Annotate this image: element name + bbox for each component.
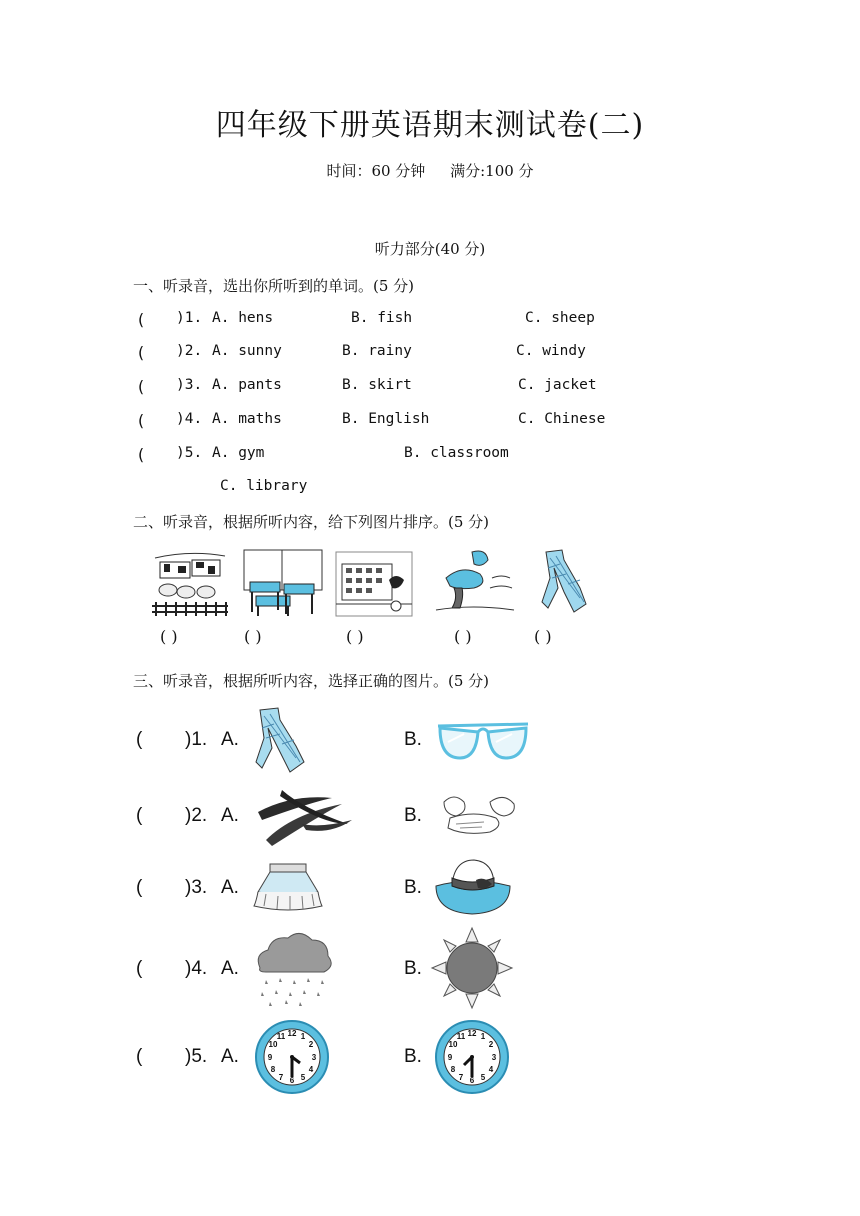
option-c: C. library xyxy=(220,478,308,494)
scarf-picture xyxy=(540,548,588,614)
option-b: B. skirt xyxy=(342,377,412,393)
answer-paren-open: ( xyxy=(136,445,146,464)
scarf-icon[interactable] xyxy=(252,706,306,774)
school-building-picture xyxy=(334,550,414,618)
option-c: C. windy xyxy=(516,343,586,359)
option-a: A. sunny xyxy=(212,343,282,359)
answer-paren-open: ( xyxy=(136,729,143,750)
question-number: )2. xyxy=(176,343,203,359)
option-c: C. jacket xyxy=(518,377,597,393)
answer-paren-open: ( xyxy=(136,377,146,396)
svg-text:12: 12 xyxy=(287,1029,297,1038)
answer-paren-open: ( xyxy=(136,877,143,898)
answer-paren-open: ( xyxy=(136,411,146,430)
svg-text:10: 10 xyxy=(268,1040,278,1049)
svg-text:7: 7 xyxy=(278,1073,284,1082)
svg-text:4: 4 xyxy=(308,1065,314,1074)
option-b: B. English xyxy=(342,411,430,427)
answer-paren-open: ( xyxy=(136,310,146,329)
svg-text:12: 12 xyxy=(467,1029,477,1038)
glasses-icon[interactable] xyxy=(434,718,532,762)
svg-text:1: 1 xyxy=(480,1032,486,1041)
option-b-label: B. xyxy=(404,958,422,979)
option-c: C. Chinese xyxy=(518,411,606,427)
question-number: )4. xyxy=(185,958,208,979)
svg-text:2: 2 xyxy=(308,1040,314,1049)
option-b-label: B. xyxy=(404,1046,422,1067)
svg-text:2: 2 xyxy=(488,1040,494,1049)
question-number: )5. xyxy=(176,445,203,461)
option-b-label: B. xyxy=(404,877,422,898)
order-blank-4[interactable]: ( ) xyxy=(454,627,472,646)
option-a: A. pants xyxy=(212,377,282,393)
option-b: B. fish xyxy=(351,310,413,326)
clock-icon[interactable] xyxy=(254,1019,330,1095)
svg-text:4: 4 xyxy=(488,1065,494,1074)
farm-animals-picture xyxy=(150,548,230,618)
clock-icon[interactable] xyxy=(434,1019,510,1095)
option-a-label: A. xyxy=(221,805,239,826)
order-blank-3[interactable]: ( ) xyxy=(346,627,364,646)
svg-text:3: 3 xyxy=(491,1053,497,1062)
section1-heading: 一、听录音，选出你所听到的单词。(5 分) xyxy=(133,277,415,295)
svg-text:1: 1 xyxy=(300,1032,306,1041)
svg-text:8: 8 xyxy=(450,1065,456,1074)
exam-time: 时间：60 分钟 xyxy=(326,162,426,180)
question-number: )5. xyxy=(185,1046,208,1067)
svg-text:7: 7 xyxy=(458,1073,464,1082)
option-a-label: A. xyxy=(221,729,239,750)
question-number: )1. xyxy=(185,729,208,750)
option-b-label: B. xyxy=(404,805,422,826)
order-blank-5[interactable]: ( ) xyxy=(534,627,552,646)
svg-text:5: 5 xyxy=(300,1073,306,1082)
classroom-desks-picture xyxy=(242,548,324,618)
section2-heading: 二、听录音，根据所听内容，给下列图片排序。(5 分) xyxy=(133,513,490,531)
option-b: B. rainy xyxy=(342,343,412,359)
carrot-icon[interactable] xyxy=(434,792,522,838)
question-number: )4. xyxy=(176,411,203,427)
answer-paren-open: ( xyxy=(136,343,146,362)
svg-text:11: 11 xyxy=(276,1032,286,1041)
order-blank-2[interactable]: ( ) xyxy=(244,627,262,646)
answer-paren-open: ( xyxy=(136,1046,143,1067)
page-title: 四年级下册英语期末测试卷(二) xyxy=(215,108,645,143)
svg-text:8: 8 xyxy=(270,1065,276,1074)
svg-text:3: 3 xyxy=(311,1053,317,1062)
svg-text:11: 11 xyxy=(456,1032,466,1041)
sun-icon[interactable] xyxy=(432,928,512,1008)
option-a: A. gym xyxy=(212,445,265,461)
windy-tree-picture xyxy=(432,548,516,612)
exam-score: 满分:100 分 xyxy=(450,162,534,180)
skirt-icon[interactable] xyxy=(252,862,324,912)
option-a: A. hens xyxy=(212,310,274,326)
question-number: )2. xyxy=(185,805,208,826)
option-a-label: A. xyxy=(221,1046,239,1067)
exam-info xyxy=(0,160,860,181)
option-b-label: B. xyxy=(404,729,422,750)
svg-text:9: 9 xyxy=(447,1053,453,1062)
svg-text:6: 6 xyxy=(469,1076,475,1085)
svg-text:5: 5 xyxy=(480,1073,486,1082)
option-c: C. sheep xyxy=(525,310,595,326)
option-a-label: A. xyxy=(221,958,239,979)
section3-heading: 三、听录音，根据所听内容，选择正确的图片。(5 分) xyxy=(133,672,490,690)
svg-text:9: 9 xyxy=(267,1053,273,1062)
option-b: B. classroom xyxy=(404,445,509,461)
answer-paren-open: ( xyxy=(136,805,143,826)
part-title: 听力部分(40 分) xyxy=(374,240,486,258)
order-blank-1[interactable]: ( ) xyxy=(160,627,178,646)
rain-cloud-icon[interactable] xyxy=(252,928,336,1006)
hat-icon[interactable] xyxy=(432,856,514,918)
question-number: )1. xyxy=(176,310,203,326)
green-beans-icon[interactable] xyxy=(252,784,356,848)
svg-text:10: 10 xyxy=(448,1040,458,1049)
option-a: A. maths xyxy=(212,411,282,427)
answer-paren-open: ( xyxy=(136,958,143,979)
question-number: )3. xyxy=(176,377,203,393)
question-number: )3. xyxy=(185,877,208,898)
svg-text:6: 6 xyxy=(289,1076,295,1085)
option-a-label: A. xyxy=(221,877,239,898)
